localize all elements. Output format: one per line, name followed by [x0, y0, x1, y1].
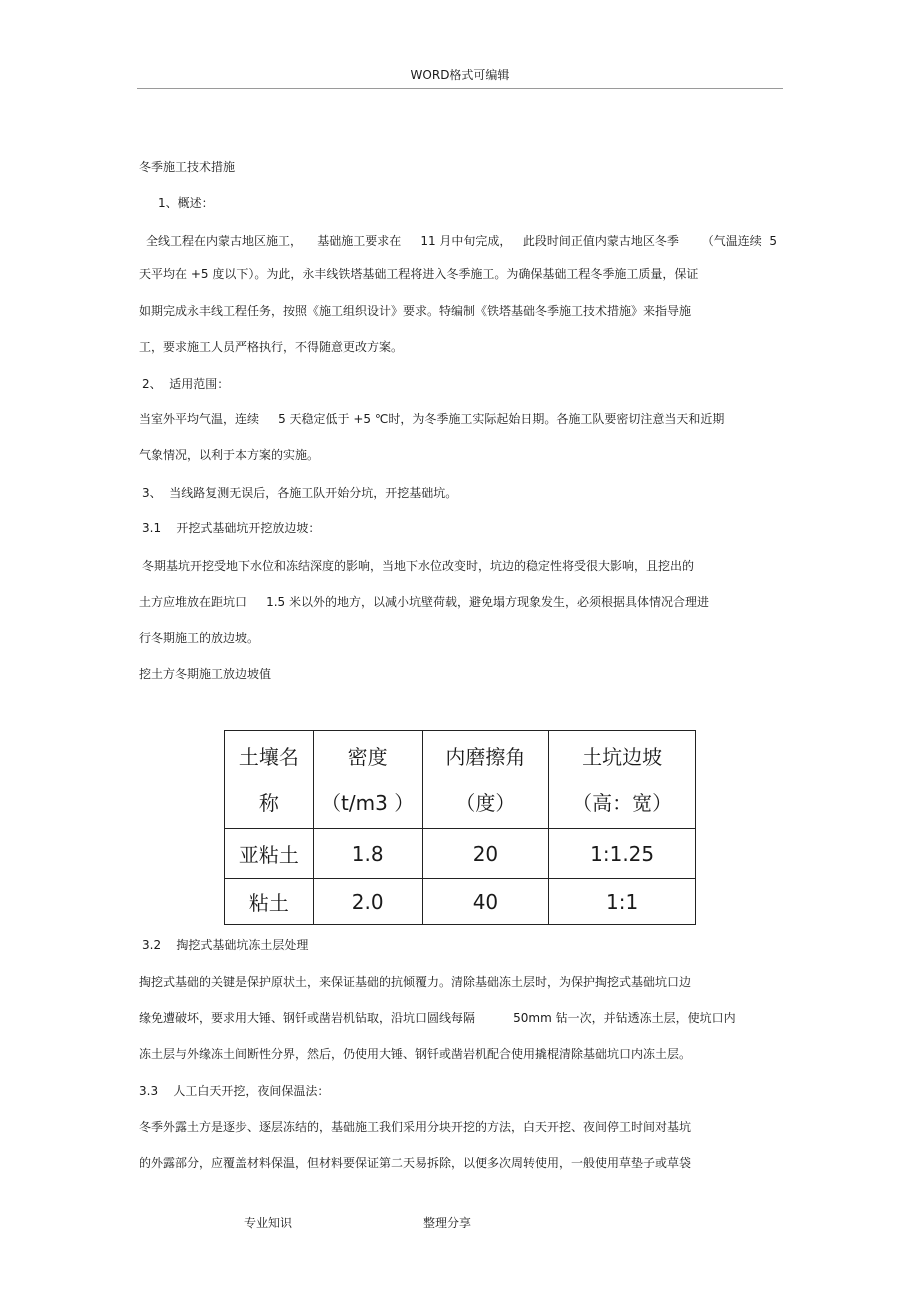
header-divider — [137, 88, 783, 89]
paragraph-line: 工，要求施工人员严格执行，不得随意更改方案。 — [139, 340, 404, 354]
section-2-heading: 2、 适用范围： — [142, 377, 230, 391]
section-3-3-heading: 3.3 人工白天开挖，夜间保温法： — [139, 1084, 330, 1098]
paragraph-line: 掏挖式基础的关键是保护原状土，来保证基础的抗倾覆力。清除基础冻土层时，为保护掏挖式基础坑口边 — [139, 975, 692, 989]
slope-table — [224, 730, 696, 925]
paragraph-line: 缘免遭破坏，要求用大锤、钢钎或凿岩机钻取，沿坑口圆线每隔 50mm 钻一次，并钻透冻土层，使坑口内 — [139, 1011, 736, 1025]
paragraph-line: 全线工程在内蒙古地区施工， 基础施工要求在 11 月中旬完成， 此段时间正值内蒙古地区冬季 （气温连续 5 — [146, 234, 778, 248]
header-cell-slope: 土坑边坡 （高：宽） — [549, 731, 696, 829]
paragraph-line: 冬季外露土方是逐步、逐层冻结的，基础施工我们采用分块开挖的方法，白天开挖、夜间停工时间对基坑 — [139, 1120, 692, 1134]
paragraph-line: 气象情况，以利于本方案的实施。 — [139, 448, 320, 462]
table-cell: 1:1.25 — [549, 829, 696, 879]
paragraph-line: 行冬期施工的放边坡。 — [139, 631, 260, 645]
table-header-row — [225, 731, 696, 829]
paragraph-line: 冬期基坑开挖受地下水位和冻结深度的影响，当地下水位改变时，坑边的稳定性将受很大影响，且挖出的 — [142, 559, 695, 573]
doc-title: 冬季施工技术措施 — [139, 160, 236, 174]
footer-right: 整理分享 — [423, 1216, 472, 1230]
table-cell: 亚粘土 — [225, 829, 314, 879]
table-cell: 2.0 — [313, 879, 422, 925]
header-cell-density: 密度 （t/m3 ） — [313, 731, 422, 829]
table-cell: 粘土 — [225, 879, 314, 925]
page-header: WORD格式可编辑 — [410, 68, 510, 82]
header-cell-soil: 土壤名 称 — [225, 731, 314, 829]
paragraph-line: 的外露部分，应覆盖材料保温，但材料要保证第二天易拆除，以便多次周转使用，一般使用草垫子或草袋 — [139, 1156, 692, 1170]
table-cell: 40 — [422, 879, 549, 925]
section-3-2-heading: 3.2 掏挖式基础坑冻土层处理 — [142, 938, 309, 952]
table-cell: 1:1 — [549, 879, 696, 925]
table-cell: 20 — [422, 829, 549, 879]
paragraph-line: 土方应堆放在距坑口 1.5 米以外的地方，以减小坑壁荷载，避免塌方现象发生，必须根据具体情况合理进 — [139, 595, 709, 609]
header-cell-friction-angle: 内磨擦角 （度） — [422, 731, 549, 829]
section-3-heading: 3、 当线路复测无误后，各施工队开始分坑，开挖基础坑。 — [142, 486, 458, 500]
table-row — [225, 829, 696, 879]
paragraph-line: 冻土层与外缘冻土间断性分界，然后，仍使用大锤、钢钎或凿岩机配合使用撬棍清除基础坑口内冻土层。 — [139, 1047, 692, 1061]
paragraph-line: 当室外平均气温，连续 5 天稳定低于 +5 ℃时，为冬季施工实际起始日期。各施工队要密切注意当天和近期 — [139, 412, 725, 426]
section-3-1-heading: 3.1 开挖式基础坑开挖放边坡： — [142, 521, 321, 535]
footer-left: 专业知识 — [244, 1216, 293, 1230]
table-caption: 挖土方冬期施工放边坡值 — [139, 667, 272, 681]
section-1-heading: 1、概述： — [158, 196, 214, 210]
paragraph-line: 如期完成永丰线工程任务，按照《施工组织设计》要求。特编制《铁塔基础冬季施工技术措施》来指导施 — [139, 304, 692, 318]
table-row — [225, 879, 696, 925]
paragraph-line: 天平均在 +5 度以下）。为此，永丰线铁塔基础工程将进入冬季施工。为确保基础工程冬季施工质量，保证 — [139, 267, 699, 281]
table-cell: 1.8 — [313, 829, 422, 879]
